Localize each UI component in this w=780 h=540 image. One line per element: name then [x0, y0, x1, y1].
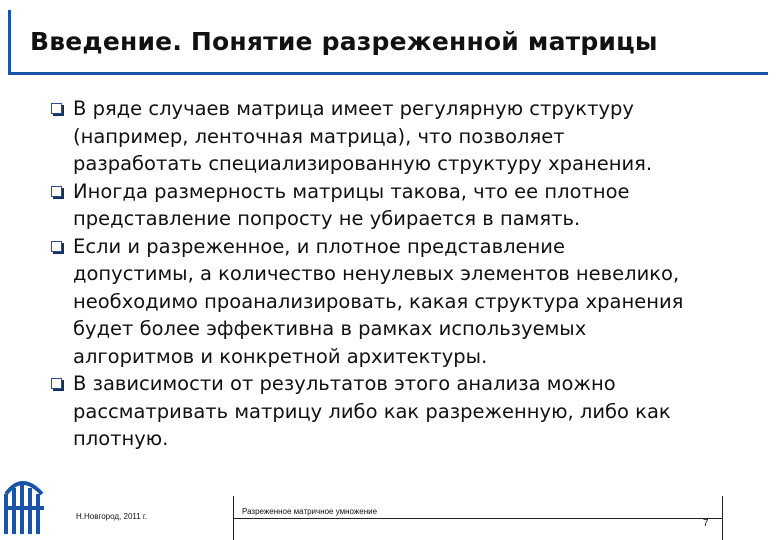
- bullet-line: представление попросту не убирается в память.: [73, 207, 581, 230]
- bullet-line: (например, ленточная матрица), что позволяет: [73, 124, 565, 148]
- unn-logo-icon: [2, 474, 46, 536]
- footer-divider: [722, 496, 723, 540]
- bullet-line: Иногда размерность матрицы такова, что ее плотное: [73, 179, 630, 203]
- bullet-item: [48, 370, 748, 453]
- checkbox-bullet-icon: [51, 241, 62, 252]
- bullet-line: Если и разреженное, и плотное представление: [73, 234, 565, 258]
- footer-location: Н.Новгород, 2011 г.: [76, 512, 148, 521]
- bullet-line: разработать специализированную структуру хранения.: [73, 152, 653, 175]
- bullet-line: допустимы, а количество ненулевых элементов невелико,: [73, 262, 680, 285]
- checkbox-bullet-icon: [51, 378, 62, 389]
- footer-topic: Разреженное матричное умножение: [242, 507, 378, 516]
- footer-divider: [233, 518, 723, 519]
- bullet-item: [48, 95, 748, 178]
- bullet-line: необходимо проанализировать, какая структура хранения: [73, 289, 684, 313]
- bullet-item: [48, 233, 748, 371]
- bullet-line: рассматривать матрицу либо как разреженную, либо как: [73, 399, 671, 423]
- bullet-line: В зависимости от результатов этого анализа можно: [73, 372, 616, 395]
- bullet-line: плотную.: [73, 427, 169, 450]
- checkbox-bullet-icon: [51, 186, 62, 197]
- checkbox-bullet-icon: [51, 103, 62, 114]
- slide-title: Введение. Понятие разреженной матрицы: [30, 27, 658, 56]
- bullet-item: [48, 178, 748, 233]
- bullet-line: будет более эффективна в рамках используемых: [73, 317, 587, 340]
- bullet-line: В ряде случаев матрица имеет регулярную структуру: [73, 97, 634, 120]
- bullet-list: [48, 95, 748, 453]
- bullet-line: алгоритмов и конкретной архитектуры.: [73, 344, 488, 368]
- page-number: 7: [703, 518, 709, 529]
